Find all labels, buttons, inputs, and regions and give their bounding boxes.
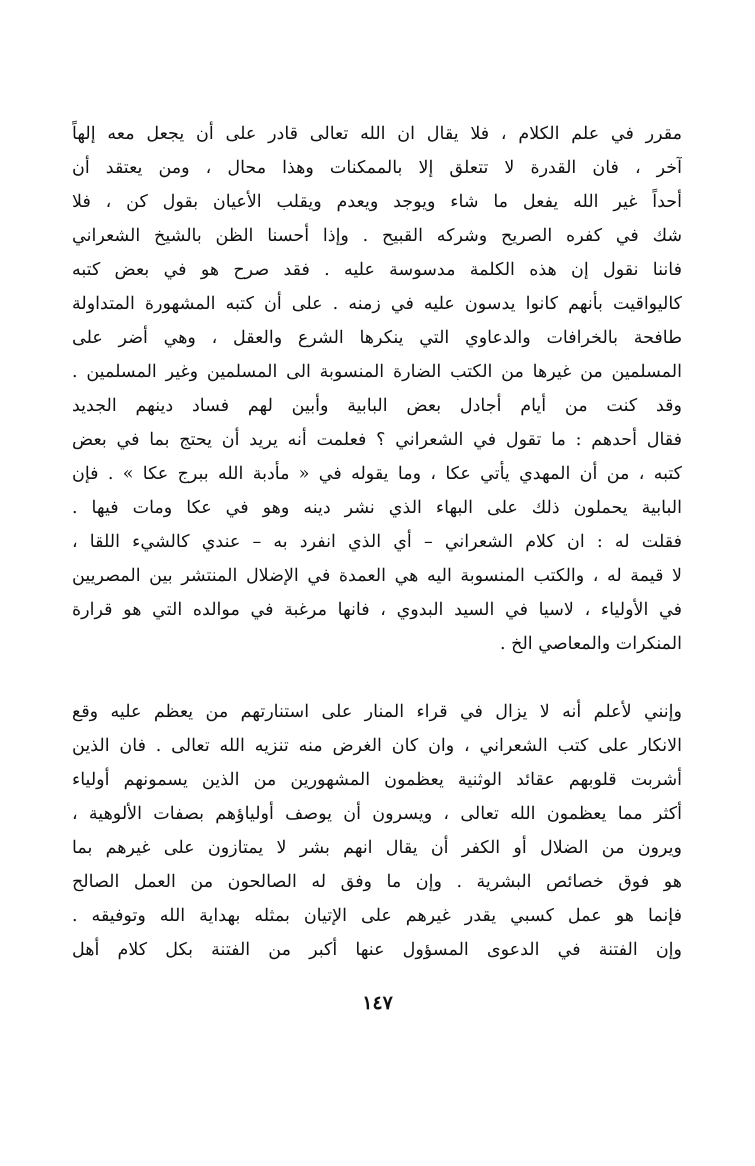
text-line: آخر ، فان القدرة لا تتعلق إلا بالممكنات وهذا محال ، ومن يعتقد أن: [72, 158, 682, 178]
text-line: كاليواقيت بأنهم كانوا يدسون عليه في زمنه . على أن كتبه المشهورة المتداولة: [72, 294, 682, 314]
text-line: هو فوق خصائص البشرية . وإن ما وفق له الصالحون من العمل الصالح: [72, 872, 682, 892]
text-line: في الأولياء ، لاسيا في السيد البدوي ، فانها مرغبة في موالده التي هو قرارة: [72, 600, 682, 620]
text-line: ويرون من الضلال أو الكفر أن يقال انهم بشر لا يمتازون على غيرهم بما: [72, 838, 682, 858]
text-line: كتبه ، من أن المهدي يأتي عكا ، وما يقوله في « مأدبة الله ببرج عكا » . فإن: [72, 464, 682, 484]
text-line: المنكرات والمعاصي الخ .: [500, 634, 682, 654]
text-line: وقد كنت من أيام أجادل بعض البابية وأبين لهم فساد دينهم الجديد: [72, 396, 682, 416]
text-line: أكثر مما يعظمون الله تعالى ، ويسرون أن يوصف أولياؤهم بصفات الألوهية ،: [72, 804, 682, 824]
text-line: فاننا نقول إن هذه الكلمة مدسوسة عليه . فقد صرح هو في بعض كتبه: [72, 260, 682, 280]
text-line: أشربت قلوبهم عقائد الوثنية يعظمون المشهورين من الذين يسمونهم أولياء: [72, 770, 682, 790]
text-line: الانكار على كتب الشعراني ، وان كان الغرض منه تنزيه الله تعالى . فان الذين: [72, 736, 682, 756]
text-line: وإنني لأعلم أنه لا يزال في قراء المنار على استنارتهم من يعظم عليه وقع: [72, 702, 682, 722]
text-line: فإنما هو عمل كسبي يقدر غيرهم على الإتيان بمثله بهداية الله وتوفيقه .: [72, 906, 682, 926]
text-line: البابية يحملون ذلك على البهاء الذي نشر دينه وهو في عكا ومات فيها .: [72, 498, 682, 518]
paragraph-1: [72, 117, 682, 661]
text-line: مقرر في علم الكلام ، فلا يقال ان الله تعالى قادر على أن يجعل معه إلهاً: [72, 124, 682, 144]
text-line: شك في كفره الصريح وشركه القبيح . وإذا أحسنا الظن بالشيخ الشعراني: [72, 226, 682, 246]
page-number: ١٤٧: [362, 992, 393, 1014]
text-line: لا قيمة له ، والكتب المنسوبة اليه هي العمدة في الإضلال المنتشر بين المصريين: [72, 566, 682, 586]
text-line: فقال أحدهم : ما تقول في الشعراني ؟ فعلمت أنه يريد أن يحتج بما في بعض: [72, 430, 682, 450]
text-line: فقلت له : ان كلام الشعراني – أي الذي انفرد به – عندي كالشيء اللقا ،: [72, 532, 682, 552]
text-line: طافحة بالخرافات والدعاوي التي ينكرها الشرع والعقل ، وهي أضر على: [72, 328, 682, 348]
text-line: وإن الفتنة في الدعوى المسؤول عنها أكبر من الفتنة بكل كلام أهل: [72, 940, 682, 960]
paragraph-2: [72, 695, 682, 967]
text-line: أحداً غير الله يفعل ما شاء ويوجد ويعدم ويقلب الأعيان بقول كن ، فلا: [72, 192, 682, 212]
text-line: المسلمين من غيرها من الكتب الضارة المنسوبة الى المسلمين وغير المسلمين .: [72, 362, 682, 382]
